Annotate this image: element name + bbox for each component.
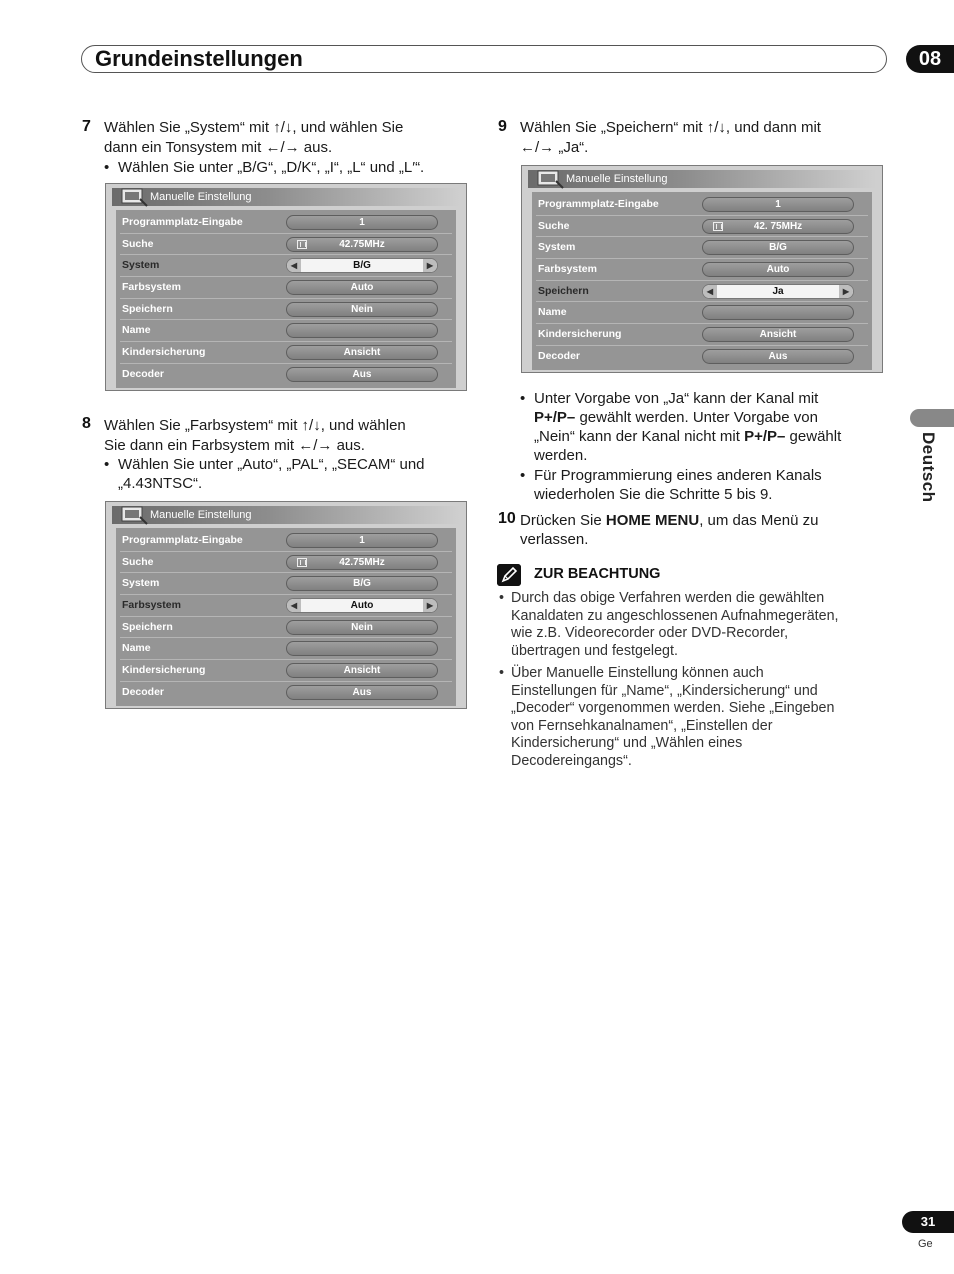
osd-row-value[interactable] (286, 258, 438, 273)
step-9-bullet1-line4: werden. (534, 447, 588, 464)
osd-title-bar (112, 188, 460, 206)
step-8-number: 8 (82, 415, 91, 432)
osd-row-value[interactable] (702, 327, 854, 342)
osd-row-value-text: 1 (359, 217, 365, 228)
osd-row-value-text: Nein (351, 303, 373, 315)
osd-row-value-text: 42.75MHz (339, 556, 385, 568)
note-line: „Decoder“ vorgenommen werden. Siehe „Eingeben (511, 700, 835, 717)
numeric-keypad-icon (713, 222, 723, 231)
note-line: übertragen und festgelegt. (511, 642, 678, 659)
osd-row-value[interactable] (286, 280, 438, 295)
osd-row-value-text: B/G (769, 242, 787, 254)
arrow-right-icon[interactable]: ▶ (839, 285, 853, 298)
osd-row[interactable] (120, 234, 452, 256)
osd-row[interactable] (536, 302, 868, 324)
osd-row[interactable] (536, 324, 868, 346)
note-line: Kanaldaten zu angeschlossenen Aufnahmegeräten, (511, 607, 839, 624)
note-line: • Über Manuelle Einstellung können auch (511, 665, 764, 683)
step-7-bullet: • Wählen Sie unter „B/G“, „D/K“, „I“, „L“ und „L′“. (118, 158, 424, 178)
osd-row-value-text: 42. 75MHz (753, 220, 803, 232)
osd-row-label: Decoder (122, 685, 165, 698)
osd-row-label: Speichern (122, 620, 173, 633)
osd-row-label: Farbsystem (122, 281, 181, 294)
osd-row[interactable] (120, 255, 452, 277)
arrow-left-icon[interactable]: ◀ (703, 285, 717, 298)
osd-row[interactable] (120, 277, 452, 299)
osd-row[interactable] (120, 342, 452, 364)
page-title: Grundeinstellungen (95, 46, 303, 71)
osd-row[interactable] (120, 595, 452, 617)
step-7-line1: Wählen Sie „System“ mit ↑/↓, und wählen Sie (104, 119, 404, 136)
osd-row[interactable] (120, 299, 452, 321)
osd-row-value-text: Ja (772, 285, 784, 297)
osd-title: Manuelle Einstellung (150, 191, 252, 203)
osd-row-value[interactable] (702, 197, 854, 212)
osd-row-value[interactable] (286, 598, 438, 613)
osd-row-value-text: Auto (350, 600, 374, 612)
arrow-right-icon[interactable]: ▶ (423, 599, 437, 612)
arrow-right-icon[interactable]: ▶ (423, 259, 437, 272)
osd-row-label: System (122, 259, 160, 272)
step-7-line2: dann ein Tonsystem mit ←/→ aus. (104, 139, 333, 156)
step-9-line2: ←/→ „Ja“. (520, 139, 589, 156)
osd-row[interactable] (120, 660, 452, 682)
osd-row-value[interactable] (286, 533, 438, 548)
osd-row[interactable] (536, 237, 868, 259)
osd-row[interactable] (120, 212, 452, 234)
osd-row-label: System (122, 577, 160, 590)
note-title: ZUR BEACHTUNG (534, 566, 661, 582)
page-number: 31 (902, 1211, 954, 1233)
osd-row-value[interactable] (286, 367, 438, 382)
tv-menu-icon (120, 503, 148, 525)
osd-row-value[interactable] (702, 305, 854, 320)
osd-row-value-text: Aus (768, 350, 788, 362)
step-9-bullet2-line2: wiederholen Sie die Schritte 5 bis 9. (534, 486, 773, 503)
chapter-badge: 08 (906, 45, 954, 73)
osd-row-value-text: B/G (353, 260, 371, 272)
osd-row-value-text: Ansicht (343, 347, 381, 359)
osd-row[interactable] (120, 573, 452, 595)
numeric-keypad-icon (297, 240, 307, 249)
osd-row-value-text: Ansicht (343, 665, 381, 677)
osd-row-value-text: Nein (351, 621, 373, 633)
step-8-bullet-line1: • Wählen Sie unter „Auto“, „PAL“, „SECAM“ und (118, 455, 425, 475)
osd-row-value-text: Aus (352, 368, 372, 380)
osd-row-value[interactable] (702, 219, 854, 234)
osd-row-value-text: B/G (353, 578, 371, 590)
osd-row-value[interactable] (286, 685, 438, 700)
osd-row-label: Speichern (538, 284, 589, 297)
osd-row-value[interactable] (286, 663, 438, 678)
step-7-number: 7 (82, 118, 91, 135)
osd-row-label: Kindersicherung (122, 346, 206, 359)
osd-row-label: Speichern (122, 302, 173, 315)
osd-row-value[interactable] (286, 237, 438, 252)
osd-row-label: Suche (122, 237, 154, 250)
osd-rows (116, 528, 456, 706)
osd-row-label: Decoder (122, 367, 165, 380)
osd-row-label: Name (122, 642, 151, 655)
osd-row-label: Kindersicherung (122, 664, 206, 677)
osd-title: Manuelle Einstellung (150, 509, 252, 521)
osd-row-value[interactable] (286, 345, 438, 360)
osd-row[interactable] (536, 281, 868, 303)
osd-row-value[interactable] (286, 215, 438, 230)
step-9-line1: Wählen Sie „Speichern“ mit ↑/↓, und dann mit (520, 119, 821, 136)
tv-menu-icon (120, 185, 148, 207)
note-line: Decodereingangs“. (511, 753, 632, 769)
osd-row[interactable] (536, 216, 868, 238)
arrow-left-icon[interactable]: ◀ (287, 259, 301, 272)
osd-row-value-text: Ansicht (759, 329, 797, 341)
osd-row[interactable] (536, 259, 868, 281)
osd-menu-system (105, 183, 467, 391)
language-tab (910, 409, 954, 427)
osd-row-value[interactable] (286, 555, 438, 570)
osd-row-label: Suche (122, 555, 154, 568)
osd-row-label: Farbsystem (538, 263, 597, 276)
osd-row-value-text: Auto (350, 282, 374, 294)
note-line: Einstellungen für „Name“, „Kindersicherung“ und (511, 682, 818, 699)
step-8-bullet-line2: „4.43NTSC“. (118, 475, 203, 492)
language-label: Deutsch (919, 432, 938, 503)
osd-row-label: Name (538, 306, 567, 319)
step-10-number: 10 (498, 510, 516, 527)
osd-row-value[interactable] (286, 302, 438, 317)
osd-row-label: Kindersicherung (538, 328, 622, 341)
osd-row-label: System (538, 241, 576, 254)
osd-row[interactable] (120, 552, 452, 574)
osd-row-value-text: 42.75MHz (339, 238, 385, 250)
osd-row-value[interactable] (702, 262, 854, 277)
osd-rows (532, 192, 872, 370)
osd-row-value[interactable] (702, 240, 854, 255)
note-line: von Fernsehkanalnamen“, „Einstellen der (511, 717, 773, 734)
numeric-keypad-icon (297, 558, 307, 567)
osd-row-value[interactable] (702, 349, 854, 364)
osd-row-value[interactable] (286, 641, 438, 656)
osd-row-value[interactable] (702, 284, 854, 299)
osd-title: Manuelle Einstellung (566, 173, 668, 185)
step-9-bullet1-line3: „Nein“ kann der Kanal nicht mit P+/P– gewählt (534, 428, 842, 445)
note-line: • Durch das obige Verfahren werden die gewählten (511, 590, 824, 608)
osd-row-value[interactable] (286, 620, 438, 635)
osd-row-label: Decoder (538, 349, 581, 362)
osd-row[interactable] (536, 194, 868, 216)
osd-row[interactable] (120, 617, 452, 639)
osd-row[interactable] (120, 682, 452, 704)
note-pencil-icon (497, 564, 521, 586)
arrow-left-icon[interactable]: ◀ (287, 599, 301, 612)
step-8-line1: Wählen Sie „Farbsystem“ mit ↑/↓, und wählen (104, 417, 406, 434)
osd-rows (116, 210, 456, 388)
note-line: wie z.B. Videorecorder oder DVD-Recorder, (511, 625, 789, 642)
osd-row-value-text: 1 (775, 199, 781, 210)
osd-row[interactable] (120, 638, 452, 660)
osd-row-value[interactable] (286, 323, 438, 338)
osd-row[interactable] (120, 530, 452, 552)
step-9-bullet1-line2: P+/P– gewählt werden. Unter Vorgabe von (534, 409, 818, 426)
note-line: Kindersicherung“ und „Wählen eines (511, 735, 743, 752)
osd-row-value-text: 1 (359, 535, 365, 546)
step-10-line1: Drücken Sie HOME MENU, um das Menü zu (520, 512, 819, 529)
osd-row-value-text: Auto (766, 264, 790, 276)
osd-row-label: Programmplatz-Eingabe (122, 216, 243, 228)
osd-title-bar (112, 506, 460, 524)
step-9-bullet2-line1: • Für Programmierung eines anderen Kanals (534, 466, 822, 486)
osd-menu-speichern (521, 165, 883, 373)
step-9-number: 9 (498, 118, 507, 135)
osd-title-bar (528, 170, 876, 188)
osd-row-value[interactable] (286, 576, 438, 591)
osd-row-label: Suche (538, 219, 570, 232)
step-10-line2: verlassen. (520, 531, 589, 548)
osd-row[interactable] (536, 346, 868, 368)
osd-row-label: Programmplatz-Eingabe (122, 534, 243, 546)
page-language-code: Ge (918, 1238, 933, 1250)
osd-row-value-text: Aus (352, 686, 372, 698)
osd-row-label: Farbsystem (122, 599, 181, 612)
osd-row-label: Programmplatz-Eingabe (538, 198, 659, 210)
tv-menu-icon (536, 167, 564, 189)
osd-row-label: Name (122, 324, 151, 337)
step-9-bullet1-line1: • Unter Vorgabe von „Ja“ kann der Kanal mit (534, 389, 818, 409)
osd-menu-farbsystem (105, 501, 467, 709)
osd-row[interactable] (120, 320, 452, 342)
step-8-line2: Sie dann ein Farbsystem mit ←/→ aus. (104, 437, 365, 454)
osd-row[interactable] (120, 364, 452, 386)
